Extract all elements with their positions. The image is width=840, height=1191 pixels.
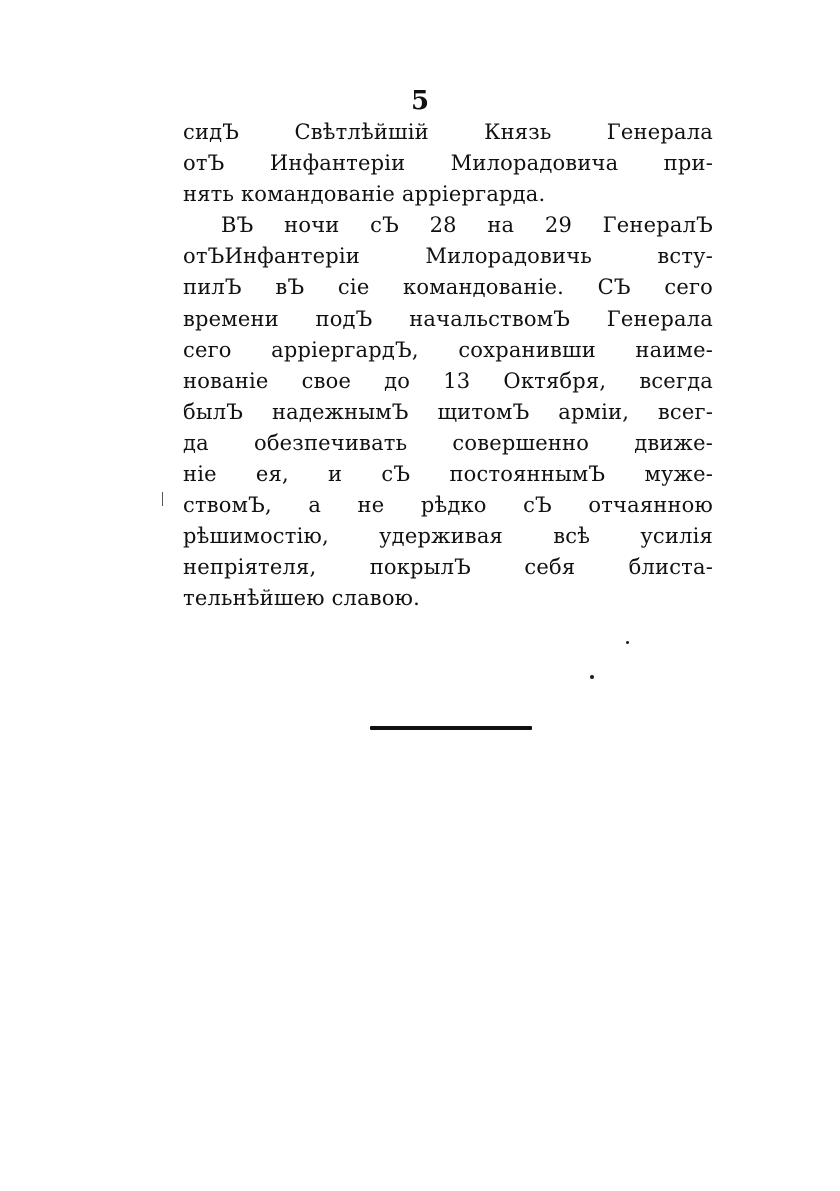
text-line: ствомЪ, а не рѣдко сЪ отчаянною: [183, 493, 713, 518]
text-line: ніе ея, и сЪ постояннымЪ муже-: [183, 462, 713, 487]
ink-speck: [162, 492, 163, 506]
ink-speck: [626, 641, 629, 644]
text-line: нять командованіе арріергарда.: [183, 182, 546, 207]
text-line: сидЪ Свѣтлѣйшій Князь Генерала: [183, 120, 713, 144]
paragraph-start-line: ВЪ ночи сЪ 28 на 29 ГенералЪ: [221, 213, 713, 238]
text-line: тельнѣйшею славою.: [183, 586, 421, 611]
page-number: 5: [410, 86, 430, 116]
text-line: пилЪ вЪ сіе командованіе. СЪ сего: [183, 275, 713, 300]
text-line: нованіе свое до 13 Октября, всегда: [183, 368, 713, 393]
text-line: рѣшимостію, удерживая всѣ усилія: [183, 524, 713, 549]
text-line: непріятеля, покрылЪ себя блиста-: [183, 555, 713, 580]
text-line: былЪ надежнымЪ щитомЪ арміи, всег-: [183, 399, 713, 424]
text-line: отЪ Инфантеріи Милорадовича при-: [183, 151, 713, 176]
text-line: сего арріергардЪ, сохранивши наиме-: [183, 337, 713, 362]
text-line: времени подЪ начальствомЪ Генерала: [183, 306, 713, 331]
text-line: отЪИнфантеріи Милорадовичь всту-: [183, 244, 713, 269]
ink-speck: [590, 675, 594, 679]
section-divider-rule: [370, 726, 532, 730]
body-text: [183, 117, 713, 615]
text-line: да обезпечивать совершенно движе-: [183, 430, 713, 455]
